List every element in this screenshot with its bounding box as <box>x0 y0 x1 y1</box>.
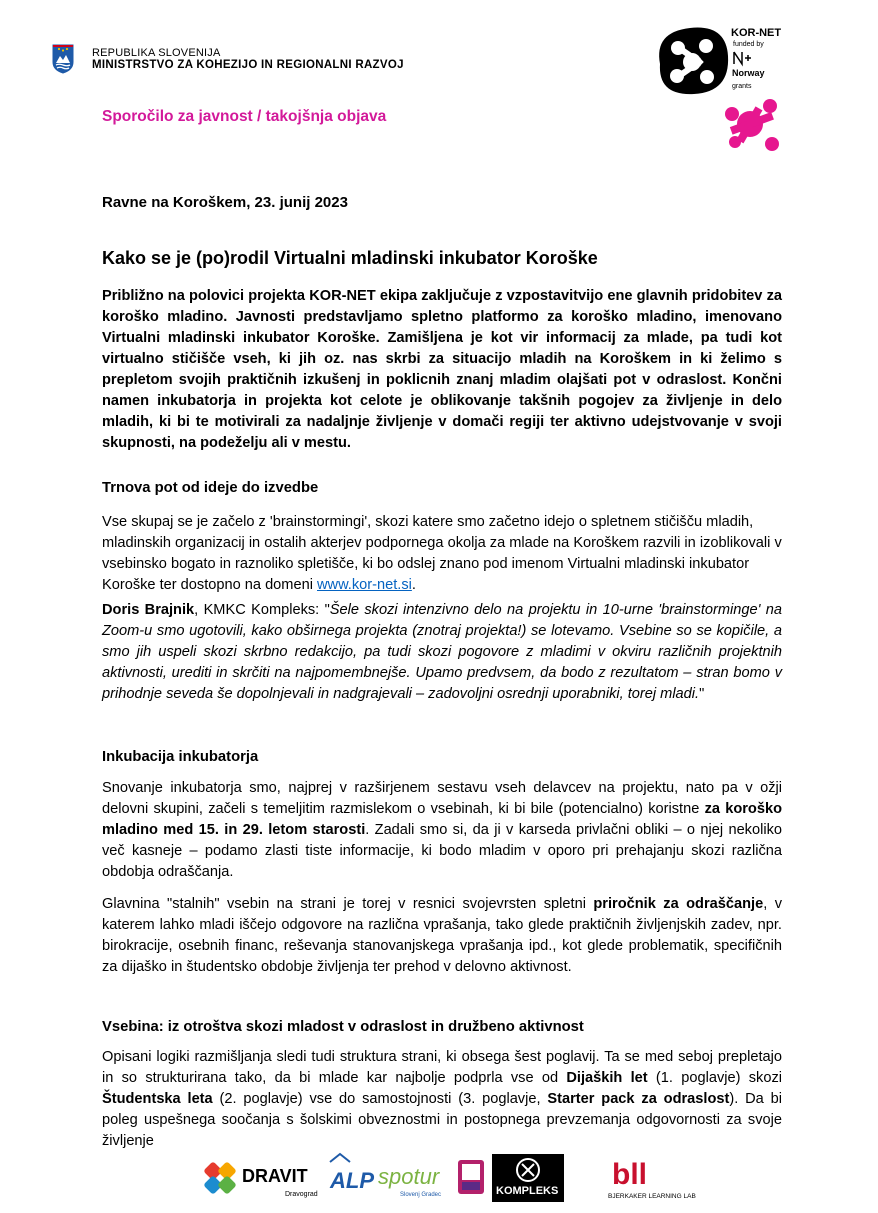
page-title: Kako se je (po)rodil Virtualni mladinski inkubator Koroške <box>102 248 598 268</box>
spotur-logo <box>378 1164 441 1198</box>
slovenia-coat-of-arms-icon <box>52 44 74 74</box>
section3-text-c: (1. poglavje) skozi <box>647 1070 782 1086</box>
dravit-sub: Dravograd <box>285 1191 318 1198</box>
section2-p2-bold: priročnik za odraščanje <box>593 896 764 912</box>
kornet-logo-title: KOR-NET <box>731 27 782 39</box>
section2-p1-bold: za koroško mladino med 15. in 29. letom starosti <box>102 801 782 838</box>
ministry-line1: REPUBLIKA SLOVENIJA <box>92 46 221 59</box>
pink-star-icon <box>725 99 779 151</box>
section1-heading: Trnova pot od ideje do izvedbe <box>102 480 319 496</box>
kompleks-text: KOMPLEKS <box>496 1185 559 1197</box>
kornet-norway: Norway <box>732 68 765 78</box>
section2-p2-text-a: Glavnina "stalnih" vsebin na strani je torej v resnici svojevrsten spletni <box>102 896 594 912</box>
section2-p1-text-b: . Zadali smo si, da ji v karseda privlačni obliki – o njej nekoliko več kasneje – podamo zlasti tiste informacije, ki bodo mladim v oporo pri prehajanju skozi različna obdobja odraščanja. <box>102 822 782 880</box>
section3-paragraph <box>102 1047 782 1152</box>
slovenj-gradec-emblem-icon <box>458 1160 484 1194</box>
section2-p2-text-b: , v katerem lahko mladi iščejo odgovore na različna vprašanja, tako glede praktičnih življenjskih zadev, npr. birokracije, osebnih financ, reševanja stanovanjskega vprašanja ipd., kot glede problematik, specifičnih za dijaško in študentsko obdobje življenja ter prehod v delovno aktivnost. <box>102 896 783 975</box>
section1-paragraph <box>102 512 782 596</box>
press-release-label: Sporočilo za javnost / takojšnja objava <box>102 108 387 125</box>
quote-paragraph <box>102 600 782 705</box>
section1-paragraph-text: Vse skupaj se je začelo z 'brainstormingi', skozi katere smo začetno idejo o spletnem stičišču mladih, mladinskih organizacij in ostalih akterjev podpornega okolja za mlade na Koroškem razvili in izoblikovali v vsebinsko bogato in raznoliko spletišče, ki bo odslej znano pod imenom Virtualni mladinski inkubator Koroške ter dostopno na domeni <box>102 514 782 593</box>
section3-bold-dijaska: Dijaških let <box>566 1070 648 1086</box>
alp-text: ALP <box>330 1168 374 1193</box>
section2-heading: Inkubacija inkubatorja <box>102 749 259 765</box>
dravit-logo <box>203 1161 318 1198</box>
section3-heading: Vsebina: iz otroštva skozi mladost v odraslost in družbeno aktivnost <box>102 1019 584 1035</box>
dateline: Ravne na Koroškem, 23. junij 2023 <box>102 194 348 211</box>
partner-logos <box>200 1150 720 1208</box>
quote-author: Doris Brajnik <box>102 602 195 618</box>
section1-paragraph-end: . <box>411 577 416 593</box>
kor-net-link[interactable]: www.kor-net.si <box>317 577 412 593</box>
alp-logo <box>329 1154 374 1193</box>
section2-p1-text-a: Snovanje inkubatorja smo, najprej v razširjenem sestavu vseh delavcev na projektu, nato pa v ožji delovni skupini, začeli s temeljitim razmislekom o vsebinah, ki bi bile (potencialno) koristne <box>102 780 782 817</box>
bll-text: bll <box>612 1158 647 1191</box>
bll-sub: BJERKAKER LEARNING LAB <box>608 1193 696 1200</box>
kompleks-logo <box>492 1154 564 1202</box>
section2-paragraph1 <box>102 778 782 883</box>
section3-text-a: Opisani logiki razmišljanja sledi tudi struktura strani, ki obsega šest poglavij. Ta se med seboj prepletajo in so strukturirana tako, da bi mlade kar najbolje podprla vse od <box>102 1049 782 1086</box>
ministry-line2: MINISTRSTVO ZA KOHEZIJO IN REGIONALNI RAZVOJ <box>92 58 404 71</box>
kornet-grants: grants <box>732 83 752 90</box>
kornet-funded-by: funded by <box>733 41 764 48</box>
norway-grants-icon <box>734 52 751 64</box>
section2-paragraph2 <box>102 894 782 978</box>
dravit-text: DRAVIT <box>242 1166 308 1186</box>
quote-close: " <box>699 686 705 702</box>
section3-bold-studentska: Študentska leta <box>102 1091 213 1107</box>
section3-text-d: (2. poglavje) vse do samostojnosti (3. poglavje, <box>212 1091 548 1107</box>
spotur-text: spotur <box>378 1164 440 1189</box>
kornet-logo <box>650 22 790 152</box>
ministry-header <box>52 44 404 74</box>
section3-text-e: ). Da bi poleg uspešnega soočanja s šolskimi obveznostmi in postopnega prevzemanja odgovornosti za svoje življenje <box>102 1091 782 1149</box>
bll-logo <box>608 1158 696 1200</box>
spotur-sub: Slovenj Gradec <box>400 1192 442 1198</box>
lead-paragraph: Približno na polovici projekta KOR-NET ekipa zaključuje z vzpostavitvijo ene glavnih pridobitev za koroško mladino. Javnosti predstavljamo spletno platformo za koroško mladino, imenovano Virtualni mladinski inkubator Koroške. Zamišljena je kot vir informacij za mlade, pa tudi kot virtualno stičišče vseh, ki jih oz. nas skrbi za situacijo mladih na Koroškem in ki želimo s prepletom svojih praktičnih izkušenj in poklicnih znanj mladim olajšati pot v odraslost. Končni namen inkubatorja in projekta kot celote je oblikovanje takšnih pogojev za življenje in delo mladih, ki bi te motivirali za nadaljnje življenje v domači regiji ter aktivno udejstvovanje v svoji skupnosti, na podeželju ali v mestu. <box>102 288 782 451</box>
quote-org: , KMKC Kompleks: " <box>194 602 330 618</box>
section3-bold-starter: Starter pack za odraslost <box>547 1091 730 1107</box>
quote-text: Šele skozi intenzivno delo na projektu in 10-urne 'brainstorminge' na Zoom-u smo ugotovili, kako obširnega projekta (znotraj projekta!) se lotevamo. Vsebine so se kopičile, a smo jih uspeli skozi skrbno redakcijo, pa tudi skozi pogovore z mladimi v okviru različnih projektnih aktivnosti, urediti in skrčiti na najpomembnejše. Upamo predvsem, da bodo z rezultatom – stran bomo v prihodnje seveda še dopolnjevali in nadgrajevali – zadovoljni osrednji uporabniki, torej mladi. <box>102 602 782 702</box>
